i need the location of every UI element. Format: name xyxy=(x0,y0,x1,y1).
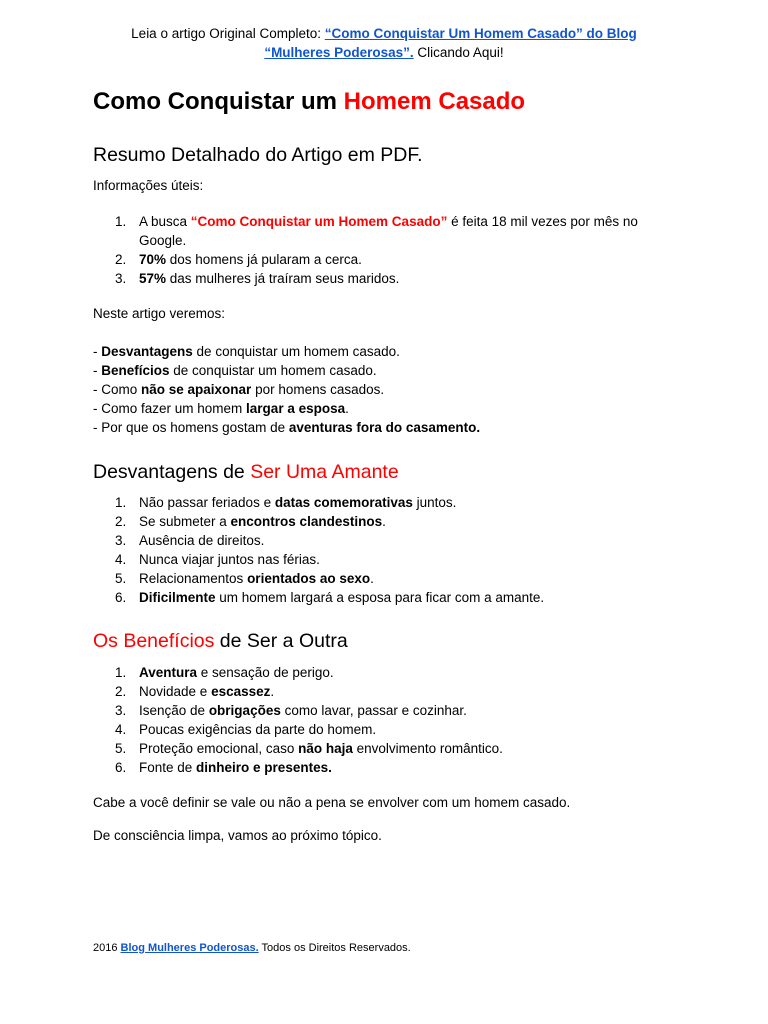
list-text: Não passar feriados e xyxy=(139,495,275,510)
list-text: um homem largará a esposa para ficar com a amante. xyxy=(215,590,545,605)
list-text: como lavar, passar e cozinhar. xyxy=(280,703,467,718)
list-text: envolvimento romântico. xyxy=(352,741,503,756)
list-number: 6. xyxy=(115,590,127,605)
list-text: por homens casados. xyxy=(251,382,385,397)
list-text: . xyxy=(382,514,386,529)
list-bold: não se apaixonar xyxy=(141,382,252,397)
list-text: Se submeter a xyxy=(139,514,231,529)
list-item xyxy=(93,701,693,720)
original-article-note xyxy=(60,24,708,62)
list-text: Relacionamentos xyxy=(139,571,248,586)
list-bold: orientados ao sexo xyxy=(247,571,371,586)
list-bold: Benefícios xyxy=(101,363,170,378)
page-title xyxy=(93,86,525,118)
article-label: Neste artigo veremos: xyxy=(93,306,226,321)
list-text: Fonte de xyxy=(139,760,197,775)
article-points xyxy=(93,342,480,437)
list-number: 2. xyxy=(115,514,127,529)
list-text: é feita 18 mil vezes por mês no xyxy=(447,214,638,229)
info-label: Informações úteis: xyxy=(93,178,204,193)
beneficios-list xyxy=(93,663,693,777)
list-text: dos homens já pularam a cerca. xyxy=(166,252,362,267)
list-item xyxy=(93,682,693,701)
list-item xyxy=(93,250,693,269)
closing-paragraph-1: Cabe a você definir se vale ou não a pena se envolver com um homem casado. xyxy=(93,795,571,810)
list-text: Proteção emocional, caso xyxy=(139,741,299,756)
list-text: das mulheres já traíram seus maridos. xyxy=(166,271,400,286)
list-item xyxy=(93,493,693,512)
list-item xyxy=(93,212,693,250)
list-bold: escassez xyxy=(211,684,271,699)
list-item xyxy=(93,531,693,550)
list-text: Ausência de direitos. xyxy=(139,533,265,548)
list-text: de conquistar um homem casado. xyxy=(169,363,377,378)
list-number: 1. xyxy=(115,495,127,510)
note-suffix: Clicando Aqui! xyxy=(413,45,504,60)
list-text: - Como fazer um homem xyxy=(93,401,247,416)
list-item xyxy=(93,361,480,380)
section-heading-desvantagens xyxy=(93,459,399,485)
heading-part-black: Desvantagens de xyxy=(93,461,251,483)
list-item xyxy=(93,418,480,437)
list-item xyxy=(93,550,693,569)
list-number: 4. xyxy=(115,552,127,567)
list-number: 4. xyxy=(115,722,127,737)
list-text: - Como xyxy=(93,382,142,397)
list-text: . xyxy=(370,571,374,586)
list-number: 1. xyxy=(115,665,127,680)
page-footer xyxy=(93,941,411,956)
list-text: - xyxy=(93,363,102,378)
list-item xyxy=(93,512,693,531)
list-number: 1. xyxy=(115,214,127,229)
list-number: 5. xyxy=(115,741,127,756)
original-article-link-line2[interactable]: “Mulheres Poderosas”. xyxy=(264,45,414,60)
list-item xyxy=(93,269,693,288)
list-text: Novidade e xyxy=(139,684,212,699)
footer-blog-link[interactable]: Blog Mulheres Poderosas. xyxy=(120,942,259,954)
list-item xyxy=(93,720,693,739)
list-item xyxy=(93,588,693,607)
list-item xyxy=(93,399,480,418)
list-item xyxy=(93,569,693,588)
closing-paragraph-2: De consciência limpa, vamos ao próximo tópico. xyxy=(93,828,382,843)
search-phrase: “Como Conquistar um Homem Casado” xyxy=(190,214,448,229)
list-text: Isenção de xyxy=(139,703,209,718)
list-text: Poucas exigências da parte do homem. xyxy=(139,722,377,737)
list-bold: Dificilmente xyxy=(139,590,216,605)
list-number: 3. xyxy=(115,533,127,548)
stat-value: 70% xyxy=(139,252,167,267)
list-text: A busca xyxy=(139,214,191,229)
list-item xyxy=(93,663,693,682)
list-item xyxy=(93,758,693,777)
list-item xyxy=(93,739,693,758)
footer-rights: Todos os Direitos Reservados. xyxy=(258,942,411,954)
section-heading-beneficios xyxy=(93,628,348,654)
title-part-black: Como Conquistar um xyxy=(93,88,344,115)
list-number: 2. xyxy=(115,684,127,699)
list-bold: dinheiro e presentes. xyxy=(196,760,332,775)
list-number: 6. xyxy=(115,760,127,775)
list-number: 3. xyxy=(115,271,127,286)
heading-part-black: de Ser a Outra xyxy=(214,630,348,652)
list-bold: não haja xyxy=(298,741,353,756)
heading-part-red: Ser Uma Amante xyxy=(250,461,399,483)
list-number: 3. xyxy=(115,703,127,718)
title-part-red: Homem Casado xyxy=(343,88,526,115)
heading-part-red: Os Benefícios xyxy=(93,630,215,652)
page-subtitle: Resumo Detalhado do Artigo em PDF. xyxy=(93,144,423,166)
list-text: e sensação de perigo. xyxy=(197,665,334,680)
list-text: Google. xyxy=(139,233,187,248)
list-number: 2. xyxy=(115,252,127,267)
desvantagens-list xyxy=(93,493,693,607)
list-text: - Por que os homens gostam de xyxy=(93,420,289,435)
original-article-link-line1[interactable]: “Como Conquistar Um Homem Casado” do Blog xyxy=(324,26,637,41)
list-item xyxy=(93,342,480,361)
stat-value: 57% xyxy=(139,271,167,286)
list-bold: Aventura xyxy=(139,665,198,680)
list-bold: aventuras fora do casamento. xyxy=(288,420,481,435)
list-bold: largar a esposa xyxy=(246,401,346,416)
list-text: Nunca viajar juntos nas férias. xyxy=(139,552,320,567)
list-bold: Desvantagens xyxy=(101,344,193,359)
list-number: 5. xyxy=(115,571,127,586)
list-bold: obrigações xyxy=(208,703,281,718)
note-prefix: Leia o artigo Original Completo: xyxy=(131,26,325,41)
list-bold: datas comemorativas xyxy=(274,495,413,510)
list-item xyxy=(93,380,480,399)
list-text: . xyxy=(270,684,275,699)
list-text: . xyxy=(345,401,349,416)
info-list xyxy=(93,212,693,288)
list-text: de conquistar um homem casado. xyxy=(192,344,400,359)
footer-year: 2016 xyxy=(93,942,121,954)
list-text: - xyxy=(93,344,102,359)
list-text: juntos. xyxy=(412,495,457,510)
list-bold: encontros clandestinos xyxy=(230,514,383,529)
